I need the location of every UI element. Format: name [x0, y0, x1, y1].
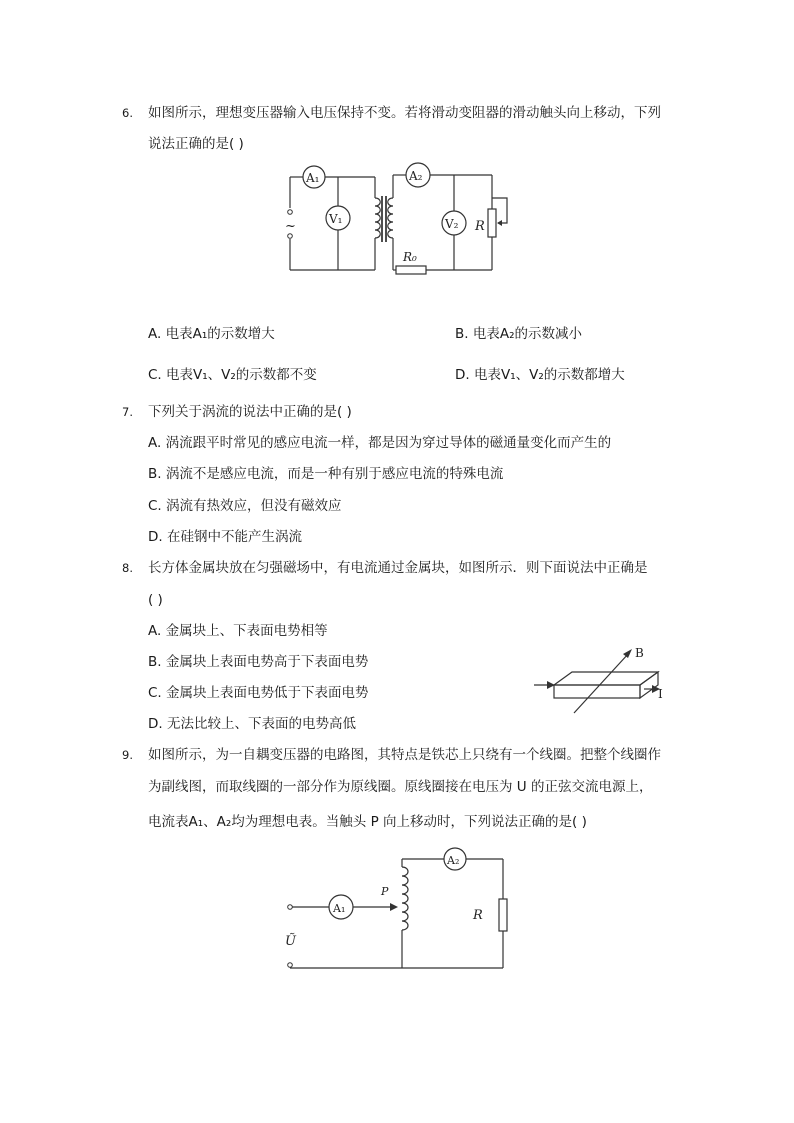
q7-number: 7.	[122, 405, 133, 419]
q9-fig-a1-label: A₁	[333, 902, 346, 915]
q8-number: 8.	[122, 561, 133, 575]
q9-fig-r-label: R	[473, 908, 483, 923]
q8-option-b: B. 金属块上表面电势高于下表面电势	[148, 654, 369, 670]
q9-autotransformer-circuit-figure	[285, 845, 515, 975]
q9-stem-line2: 为副线图，而取线圈的一部分作为原线圈。原线圈接在电压为 U 的正弦交流电源上，	[148, 779, 653, 795]
q7-option-b: B. 涡流不是感应电流，而是一种有别于感应电流的特殊电流	[148, 466, 504, 482]
q8-option-d: D. 无法比较上、下表面的电势高低	[148, 716, 356, 732]
q6-number: 6.	[122, 106, 133, 120]
q7-option-d: D. 在硅钢中不能产生涡流	[148, 529, 302, 545]
q6-option-b: B. 电表A₂的示数减小	[455, 326, 582, 342]
q6-fig-ac-label: ~	[285, 219, 296, 234]
q7-option-a: A. 涡流跟平时常见的感应电流一样，都是因为穿过导体的磁通量变化而产生的	[148, 435, 612, 451]
q6-transformer-circuit-figure	[285, 160, 515, 285]
q8-stem-line1: 长方体金属块放在匀强磁场中，有电流通过金属块，如图所示．则下面说法中正确是	[148, 560, 648, 576]
q6-fig-a2-label: A₂	[409, 169, 423, 183]
q8-fig-b-label: B	[635, 646, 644, 660]
q6-fig-r0-label: R₀	[403, 250, 417, 264]
q6-fig-r-label: R	[475, 219, 485, 234]
q8-fig-i-label: I	[658, 687, 663, 701]
q9-fig-p-label: P	[381, 885, 389, 898]
q6-fig-v1-label: V₁	[329, 212, 343, 226]
q7-option-c: C. 涡流有热效应，但没有磁效应	[148, 498, 342, 514]
q9-stem-line3: 电流表A₁、A₂均为理想电表。当触头 P 向上移动时，下列说法正确的是( )	[148, 814, 587, 830]
q8-stem-line2: ( )	[148, 592, 163, 608]
q9-fig-u-label: Ũ	[285, 934, 296, 949]
q6-option-a: A. 电表A₁的示数增大	[148, 326, 275, 342]
q8-option-c: C. 金属块上表面电势低于下表面电势	[148, 685, 369, 701]
q9-fig-a2-label: A₂	[447, 854, 460, 867]
q8-option-a: A. 金属块上、下表面电势相等	[148, 623, 328, 639]
q6-option-d: D. 电表V₁、V₂的示数都增大	[455, 367, 625, 383]
q6-fig-v2-label: V₂	[445, 217, 459, 231]
q6-option-c: C. 电表V₁、V₂的示数都不变	[148, 367, 317, 383]
q6-fig-a1-label: A₁	[306, 171, 320, 185]
q9-stem-line1: 如图所示，为一自耦变压器的电路图，其特点是铁芯上只绕有一个线圈。把整个线圈作	[148, 747, 661, 763]
q6-stem-line1: 如图所示，理想变压器输入电压保持不变。若将滑动变阻器的滑动触头向上移动，下列	[148, 105, 661, 121]
q7-stem-line1: 下列关于涡流的说法中正确的是( )	[148, 404, 352, 420]
q8-metal-block-figure	[532, 645, 672, 720]
q9-number: 9.	[122, 748, 133, 762]
q6-stem-line2: 说法正确的是( )	[148, 136, 244, 152]
